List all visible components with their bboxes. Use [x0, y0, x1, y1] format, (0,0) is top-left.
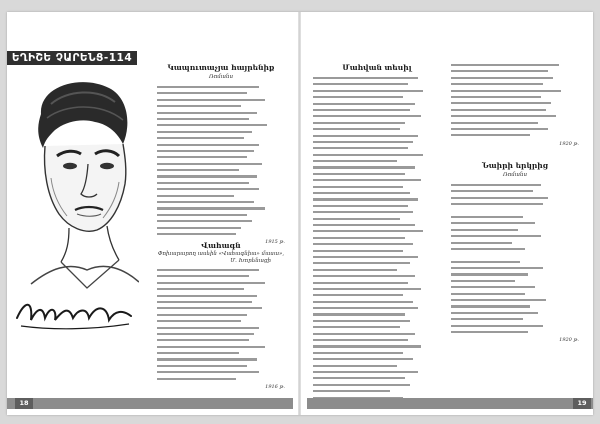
poem-5-date: 1920 թ. [559, 337, 579, 344]
author-banner [7, 51, 137, 65]
poem-5-title: Նաիրի երկրից [481, 161, 549, 170]
portrait-drawing-icon [11, 74, 139, 336]
poem-3 [313, 62, 441, 409]
page-number-right: 19 [573, 398, 591, 409]
poem-1-text [157, 86, 285, 235]
poem-4 [451, 62, 579, 148]
poem-5 [451, 160, 579, 344]
poem-5-text [451, 184, 579, 333]
poem-4-date: 1920 թ. [559, 140, 579, 147]
book-spread [7, 12, 593, 415]
poem-2-epigraph-author: Մ. Խորենացի [230, 258, 271, 264]
poem-3-text [313, 77, 441, 405]
poem-1 [157, 62, 285, 246]
poem-2-epigraph: Փոխարարող ասեին «Վահագնիա» մասա», [157, 251, 285, 257]
poem-2-text [157, 269, 285, 380]
poem-4-text [451, 64, 579, 136]
poem-1-date: 1915 թ. [265, 239, 285, 246]
footer-bar-right [307, 398, 593, 409]
poem-1-title: Կապուտաչյա հայրենիք [167, 63, 275, 72]
right-page [301, 12, 593, 415]
author-banner-title: ԵՂԻՇԵ ՉԱՐԵՆՑ-114 [11, 52, 133, 64]
poem-2-date: 1916 թ. [265, 384, 285, 391]
poem-1-subtitle: Ռոմանս [208, 74, 234, 80]
page-number-left: 18 [15, 398, 33, 409]
poem-3-title: Մահվան տեսիլ [342, 63, 412, 72]
left-page [7, 12, 299, 415]
poem-2 [157, 240, 285, 391]
poem-5-subtitle: Ռոմանս [502, 172, 528, 178]
footer-bar-left [7, 398, 293, 409]
poem-2-title: Վահագն [201, 241, 241, 250]
author-portrait [11, 74, 139, 336]
